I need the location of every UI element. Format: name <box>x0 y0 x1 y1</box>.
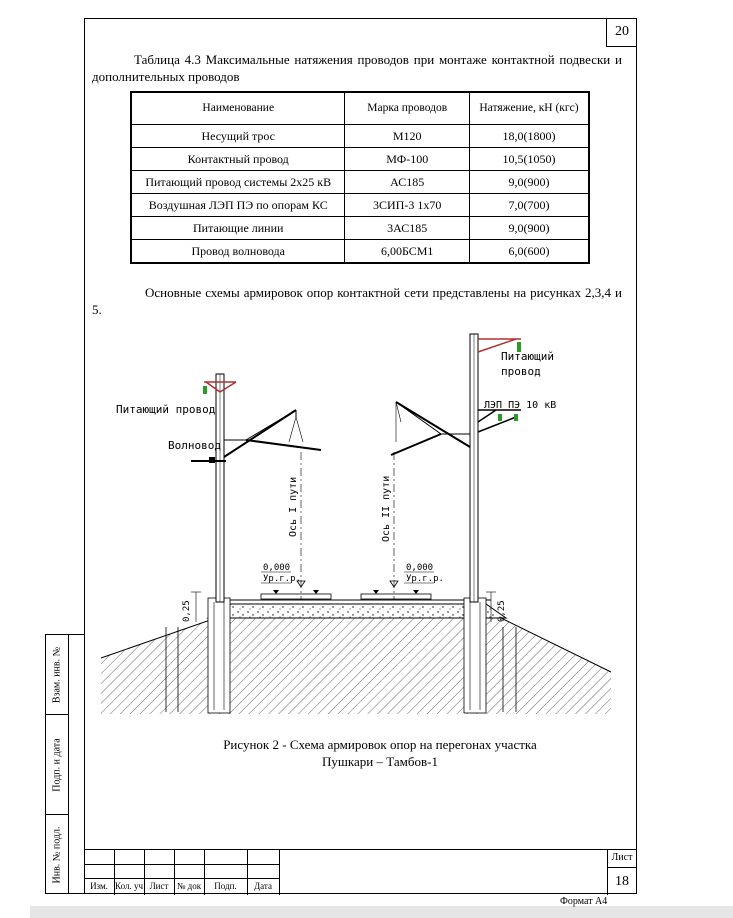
side-cell-replacement <box>46 635 68 715</box>
table-row <box>131 148 589 171</box>
side-cell-signature <box>46 715 68 815</box>
table-cell: 7,0(700) <box>469 194 589 217</box>
table-cell: Несущий трос <box>131 125 345 148</box>
sleeper-track-1 <box>261 594 331 599</box>
label-dim-right: 0,25 <box>497 600 507 622</box>
figure-caption-line-2: Пушкари – Тамбов-1 <box>322 754 438 769</box>
label-feeder-right-1: Питающий <box>501 350 554 363</box>
table-row <box>131 171 589 194</box>
embankment-hatching <box>101 618 611 714</box>
catenary-support-diagram <box>96 322 626 722</box>
side-cell-inventory <box>46 815 68 895</box>
table-row <box>131 194 589 217</box>
rails <box>273 590 419 594</box>
stamp-col-sheet: Лист <box>149 881 169 891</box>
viewer-scrollbar[interactable] <box>30 906 733 918</box>
body-paragraph: Основные схемы армировок опор контактной сети представлены на рисунках 2,3,4 и 5. <box>92 285 622 317</box>
table-cell: Питающие линии <box>131 217 345 240</box>
stamp-col-doc: № док <box>176 881 202 891</box>
header-grade: Марка проводов <box>345 92 469 125</box>
label-axis-2: Ось II пути <box>381 475 392 542</box>
table-cell: М120 <box>345 125 469 148</box>
side-stamp-strip <box>45 634 84 894</box>
table-cell: 18,0(1800) <box>469 125 589 148</box>
table-cell: 9,0(900) <box>469 217 589 240</box>
stamp-col-date: Дата <box>254 881 272 891</box>
table-cell: 6,00БСМ1 <box>345 240 469 264</box>
label-level-2: Ур.г.р. <box>406 574 444 584</box>
sheet-number: 18 <box>607 867 637 895</box>
side-label-inventory: Инв. № подл. <box>51 826 63 884</box>
side-label-signature: Подп. и дата <box>51 737 63 792</box>
table-row <box>131 217 589 240</box>
stamp-col-signature: Подп. <box>214 881 237 891</box>
table-cell: 9,0(900) <box>469 171 589 194</box>
stamp-col-change: Изм. <box>90 881 108 891</box>
table-cell: МФ-100 <box>345 148 469 171</box>
table-cell: 6,0(600) <box>469 240 589 264</box>
table-cell: 3АС185 <box>345 217 469 240</box>
top-page-number: 20 <box>606 18 637 47</box>
figure-caption-line-1: Рисунок 2 - Схема армировок опор на перегонах участка <box>223 737 537 752</box>
left-feeder-insulator <box>203 386 207 394</box>
table-caption: Таблица 4.3 Максимальные натяжения проводов при монтаже контактной подвески и дополнительных проводов <box>92 52 622 84</box>
label-feeder-left: Питающий провод <box>116 403 216 416</box>
table-cell: Воздушная ЛЭП ПЭ по опорам КС <box>131 194 345 217</box>
title-block <box>84 849 637 894</box>
label-dim-left: 0,25 <box>182 600 192 622</box>
table-cell: 10,5(1050) <box>469 148 589 171</box>
table-row <box>131 240 589 264</box>
format-label: Формат А4 <box>560 896 608 907</box>
label-level-1: Ур.г.р. <box>263 574 301 584</box>
side-label-replacement: Взам. инв. № <box>51 646 63 703</box>
header-tension: Натяжение, кН (кгс) <box>469 92 589 125</box>
table-header-row <box>131 92 589 125</box>
label-waveguide: Волновод <box>168 439 221 452</box>
table-cell: Питающий провод системы 2х25 кВ <box>131 171 345 194</box>
table-cell: Провод волновода <box>131 240 345 264</box>
table-cell: 3СИП-3 1х70 <box>345 194 469 217</box>
table-cell: Контактный провод <box>131 148 345 171</box>
stamp-col-count: Кол. уч <box>115 881 143 891</box>
left-foundation <box>208 598 230 713</box>
table-row <box>131 125 589 148</box>
label-level-value-1: 0,000 <box>263 563 291 573</box>
label-level-value-2: 0,000 <box>406 563 434 573</box>
label-power-line: ЛЭП ПЭ 10 кВ <box>484 400 557 411</box>
sleeper-track-2 <box>361 594 431 599</box>
table-cell: АС185 <box>345 171 469 194</box>
figure-caption <box>150 736 610 770</box>
label-axis-1: Ось I пути <box>288 476 299 537</box>
tension-table <box>130 91 590 264</box>
right-foundation <box>464 598 486 713</box>
sheet-label: Лист <box>611 852 633 863</box>
header-name: Наименование <box>131 92 345 125</box>
label-feeder-right-2: провод <box>501 365 541 378</box>
